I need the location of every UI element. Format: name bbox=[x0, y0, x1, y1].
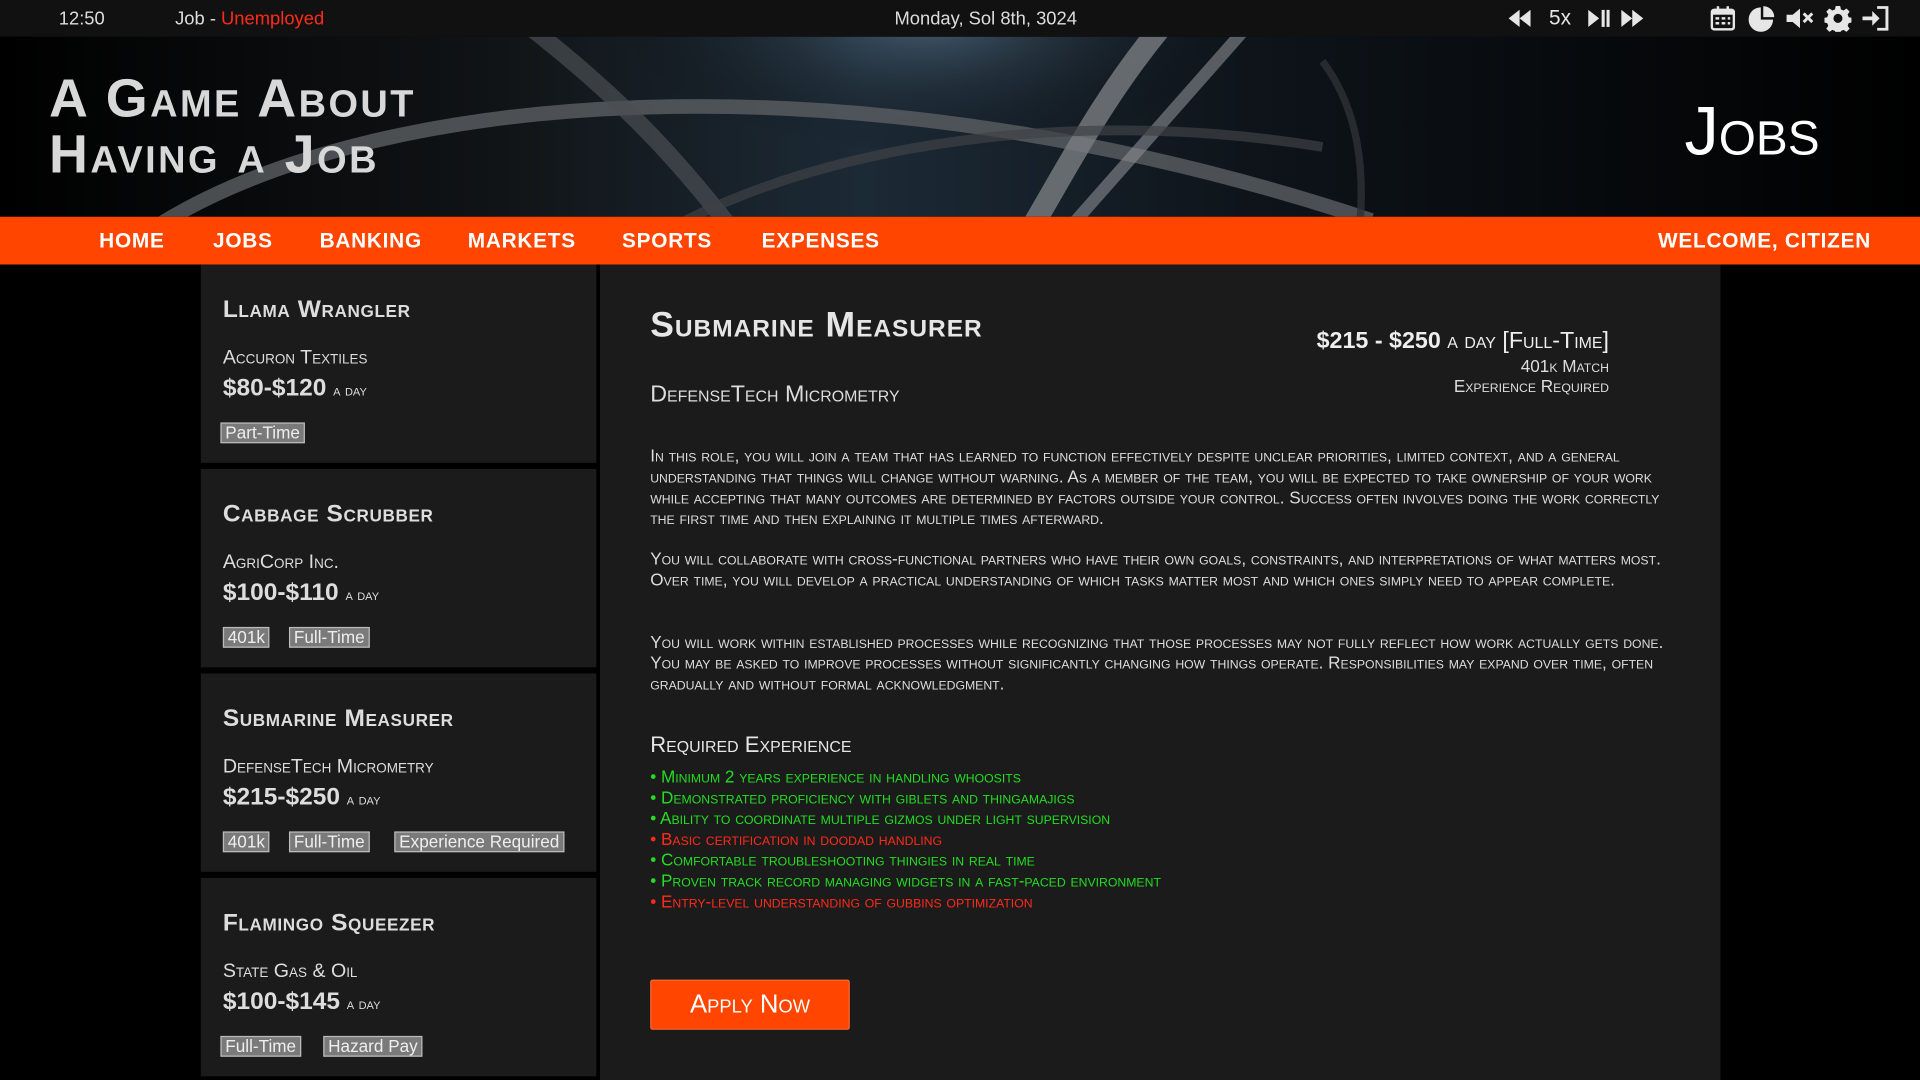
nav-banking[interactable]: BANKING bbox=[319, 228, 422, 253]
site-title-line1: A Game About bbox=[48, 68, 416, 129]
job-description-paragraph: You will collaborate with cross-functional partners who have their own goals, constraints, and interpretations of what matters most. Over time, you will develop a practical understanding of which tasks matter most and which ones simply need to appear complete. bbox=[650, 548, 1661, 589]
logout-icon[interactable] bbox=[1861, 5, 1890, 32]
job-list bbox=[201, 264, 597, 1080]
job-detail-experience-flag: Experience Required bbox=[1453, 375, 1609, 396]
job-card-company: State Gas & Oil bbox=[222, 961, 358, 983]
job-card-llama-wrangler[interactable] bbox=[201, 264, 597, 462]
job-card-pay bbox=[223, 988, 381, 1016]
tag-experience-required: Experience Required bbox=[394, 831, 564, 852]
requirements-heading: Required Experience bbox=[650, 732, 852, 757]
job-card-pay-range: $215-$250 bbox=[222, 783, 340, 811]
job-status-value: Unemployed bbox=[221, 8, 325, 30]
job-detail-pay bbox=[1317, 328, 1609, 355]
job-card-pay-period: a day bbox=[333, 380, 367, 400]
status-bar bbox=[0, 0, 1920, 37]
play-pause-icon[interactable] bbox=[1587, 5, 1611, 32]
site-title-line2: Having a Job bbox=[48, 124, 379, 185]
job-card-company: AgriCorp Inc. bbox=[222, 552, 339, 574]
nav-markets[interactable]: MARKETS bbox=[467, 228, 576, 253]
requirement-item: • Comfortable troubleshooting thingies in real time bbox=[650, 849, 1035, 870]
nav-sports[interactable]: SPORTS bbox=[622, 228, 713, 253]
tag-hazard-pay: Hazard Pay bbox=[323, 1036, 422, 1057]
job-card-cabbage-scrubber[interactable] bbox=[201, 469, 597, 667]
section-title: Jobs bbox=[1684, 91, 1820, 169]
job-card-title: Flamingo Squeezer bbox=[222, 909, 436, 937]
welcome-message: WELCOME, CITIZEN bbox=[1658, 228, 1872, 253]
job-card-company: DefenseTech Micrometry bbox=[222, 756, 434, 778]
tag-full-time: Full-Time bbox=[289, 831, 370, 852]
job-description-paragraph: In this role, you will join a team that has learned to function effectively despite unclear priorities, limited context, and a general understanding that things will change without warning. As a member of the team, you will be expected to take ownership of your work while accepting that many outcomes are determined by factors outside your control. Success often involves doing the work correctly the first time and then explaining it multiple times afterward. bbox=[650, 445, 1660, 528]
job-card-pay bbox=[223, 375, 367, 403]
nav-jobs[interactable]: JOBS bbox=[213, 228, 273, 253]
tag-401k: 401k bbox=[223, 627, 270, 648]
job-card-pay-period: a day bbox=[345, 585, 380, 604]
nav-home[interactable]: HOME bbox=[99, 228, 165, 253]
pie-chart-icon[interactable] bbox=[1747, 5, 1774, 32]
rewind-icon[interactable] bbox=[1507, 5, 1531, 32]
job-detail-title: Submarine Measurer bbox=[650, 306, 983, 346]
nav-expenses[interactable]: EXPENSES bbox=[761, 228, 880, 253]
job-card-pay-range: $100-$145 bbox=[222, 988, 340, 1016]
job-detail-pay-suffix: a day [Full-Time] bbox=[1440, 328, 1609, 354]
job-card-title: Llama Wrangler bbox=[222, 296, 411, 324]
job-detail-panel bbox=[600, 264, 1720, 1080]
requirement-item: • Demonstrated proficiency with giblets and thingamajigs bbox=[650, 787, 1075, 807]
clock: 12:50 bbox=[58, 8, 105, 30]
job-card-pay-range: $80-$120 bbox=[222, 374, 327, 402]
tag-401k: 401k bbox=[223, 831, 270, 852]
job-status-label: Job - bbox=[175, 8, 222, 30]
requirement-item: • Basic certification in doodad handling bbox=[650, 828, 943, 849]
job-card-pay-period: a day bbox=[346, 994, 381, 1013]
job-detail-benefit: 401k Match bbox=[1520, 356, 1609, 376]
job-card-pay-period: a day bbox=[346, 789, 381, 809]
job-card-company: Accuron Textiles bbox=[222, 347, 368, 369]
tag-part-time: Part-Time bbox=[220, 422, 304, 443]
requirement-item: • Minimum 2 years experience in handling whoosits bbox=[650, 766, 1021, 787]
game-date: Monday, Sol 8th, 3024 bbox=[894, 8, 1077, 30]
job-card-pay bbox=[223, 579, 379, 607]
apply-now-button[interactable]: Apply Now bbox=[650, 980, 850, 1030]
job-description-paragraph: You will work within established processes while recognizing that those processes may not fully reflect how work actually gets done. You may be asked to improve processes without significantly changing how things operate. Responsibilities may expand over time, often gradually and without formal acknowledgment. bbox=[650, 631, 1664, 694]
requirement-item: • Proven track record managing widgets in a fast-paced environment bbox=[650, 870, 1161, 891]
job-card-title: Cabbage Scrubber bbox=[222, 500, 434, 528]
job-detail-pay-range: $215 - $250 bbox=[1316, 328, 1441, 354]
job-card-pay bbox=[223, 784, 381, 812]
requirements-list bbox=[650, 767, 1161, 913]
job-card-pay-range: $100-$110 bbox=[222, 579, 339, 607]
job-card-submarine-measurer[interactable] bbox=[201, 673, 597, 871]
fast-forward-icon[interactable] bbox=[1620, 5, 1644, 32]
banner bbox=[0, 37, 1920, 217]
mute-icon[interactable] bbox=[1785, 5, 1814, 32]
site-title bbox=[48, 68, 416, 185]
requirement-item: • Ability to coordinate multiple gizmos under light supervision bbox=[650, 808, 1111, 828]
gear-icon[interactable] bbox=[1823, 5, 1852, 32]
calendar-icon[interactable] bbox=[1709, 5, 1736, 32]
speed-indicator[interactable]: 5x bbox=[1548, 6, 1572, 30]
main-nav bbox=[0, 217, 1920, 265]
job-detail-company: DefenseTech Micrometry bbox=[650, 382, 900, 408]
requirement-item: • Entry-level understanding of gubbins optimization bbox=[650, 891, 1033, 912]
tag-full-time: Full-Time bbox=[220, 1036, 301, 1057]
job-card-flamingo-squeezer[interactable] bbox=[201, 878, 597, 1076]
tag-full-time: Full-Time bbox=[289, 627, 370, 648]
job-card-title: Submarine Measurer bbox=[222, 705, 454, 733]
